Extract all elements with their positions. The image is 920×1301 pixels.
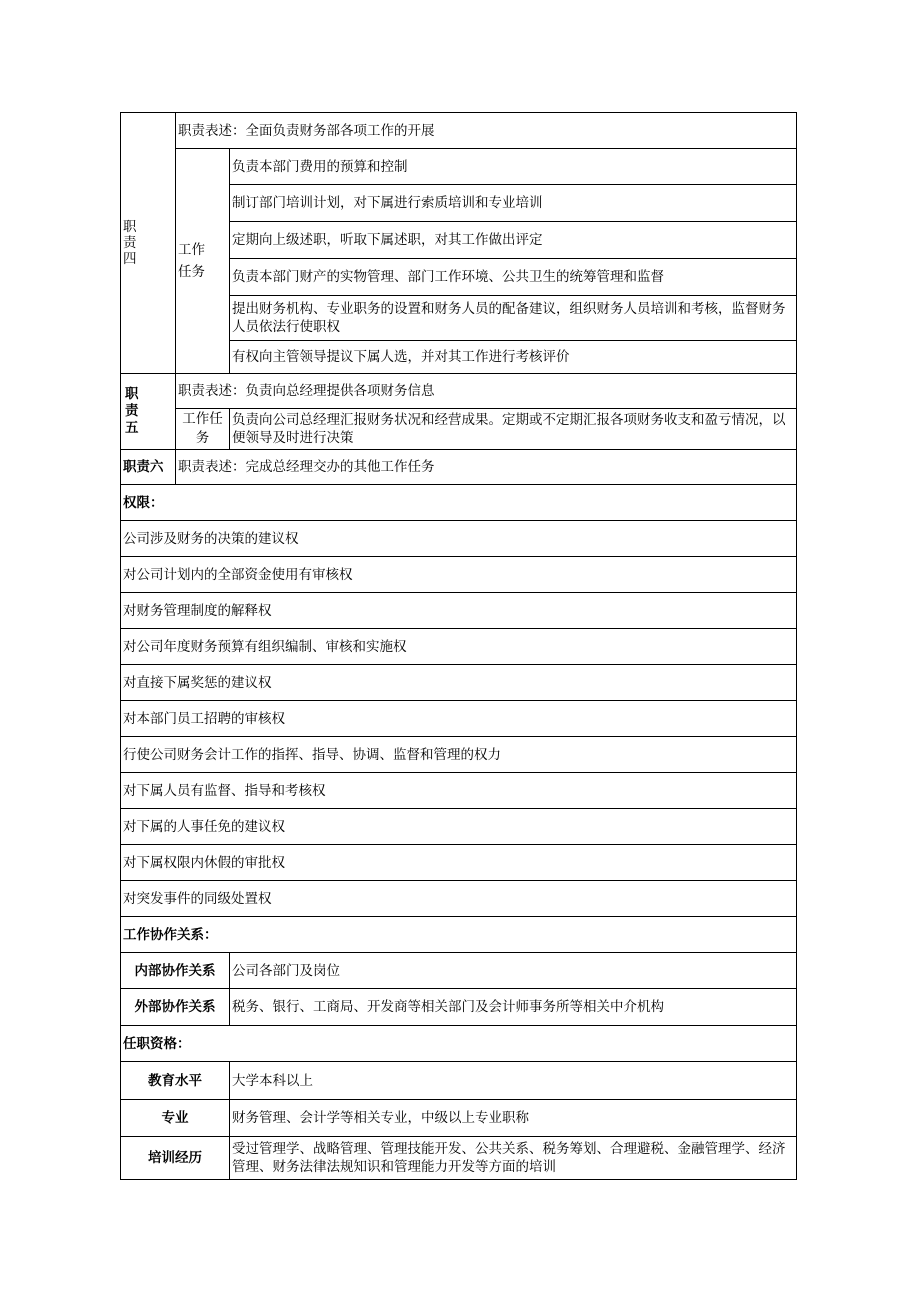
duty4-task-row — [121, 149, 797, 185]
duty4-task: 负责本部门财产的实物管理、部门工作环境、公共卫生的统筹管理和监督 — [230, 259, 797, 296]
authority-row — [121, 701, 797, 737]
collaboration-value: 公司各部门及岗位 — [230, 953, 797, 989]
duty4-task: 制订部门培训计划，对下属进行索质培训和专业培训 — [230, 185, 797, 222]
duty5-label: 职责五 — [121, 374, 176, 450]
authority-row — [121, 881, 797, 917]
duty5-task-label: 工作任务 — [176, 409, 230, 450]
duty4-summary-row — [121, 113, 797, 149]
authority-item: 对突发事件的同级处置权 — [121, 881, 797, 917]
collaboration-row — [121, 953, 797, 989]
authority-row — [121, 665, 797, 701]
collaboration-row — [121, 989, 797, 1026]
authority-item: 公司涉及财务的决策的建议权 — [121, 521, 797, 557]
duty5-task-row — [121, 409, 797, 450]
authority-row — [121, 845, 797, 881]
qualification-label: 专业 — [121, 1100, 230, 1137]
duty5-summary-row — [121, 374, 797, 409]
qualification-label: 教育水平 — [121, 1062, 230, 1100]
duty6-summary: 职责表述：完成总经理交办的其他工作任务 — [176, 450, 797, 485]
duty6-row — [121, 450, 797, 485]
authority-item: 对下属的人事任免的建议权 — [121, 809, 797, 845]
qualification-row — [121, 1100, 797, 1137]
duty4-task: 定期向上级述职，听取下属述职，对其工作做出评定 — [230, 222, 797, 259]
authority-row — [121, 773, 797, 809]
collaboration-label: 内部协作关系 — [121, 953, 230, 989]
collaboration-label: 外部协作关系 — [121, 989, 230, 1026]
authority-heading: 权限： — [121, 485, 797, 521]
authority-item: 对本部门员工招聘的审核权 — [121, 701, 797, 737]
duty4-summary: 职责表述：全面负责财务部各项工作的开展 — [176, 113, 797, 149]
qualification-label: 培训经历 — [121, 1137, 230, 1180]
authority-item: 对下属人员有监督、指导和考核权 — [121, 773, 797, 809]
authority-item: 对下属权限内休假的审批权 — [121, 845, 797, 881]
duty4-task: 负责本部门费用的预算和控制 — [230, 149, 797, 185]
duty4-task-label: 工作任务 — [176, 149, 230, 374]
qualification-heading-row — [121, 1026, 797, 1062]
qualification-value: 受过管理学、战略管理、管理技能开发、公共关系、税务筹划、合理避税、金融管理学、经济管理、财务法律法规知识和管理能力开发等方面的培训 — [230, 1137, 797, 1180]
authority-row — [121, 593, 797, 629]
authority-row — [121, 629, 797, 665]
qualification-heading: 任职资格： — [121, 1026, 797, 1062]
authority-row — [121, 521, 797, 557]
authority-row — [121, 737, 797, 773]
authority-item: 对直接下属奖惩的建议权 — [121, 665, 797, 701]
collaboration-value: 税务、银行、工商局、开发商等相关部门及会计师事务所等相关中介机构 — [230, 989, 797, 1026]
duty5-summary: 职责表述：负责向总经理提供各项财务信息 — [176, 374, 797, 409]
duty4-task: 提出财务机构、专业职务的设置和财务人员的配备建议，组织财务人员培训和考核，监督财务人员依法行使职权 — [230, 296, 797, 341]
qualification-value: 大学本科以上 — [230, 1062, 797, 1100]
collaboration-heading-row — [121, 917, 797, 953]
authority-row — [121, 809, 797, 845]
collaboration-heading: 工作协作关系： — [121, 917, 797, 953]
authority-heading-row — [121, 485, 797, 521]
qualification-row — [121, 1062, 797, 1100]
authority-item: 对公司年度财务预算有组织编制、审核和实施权 — [121, 629, 797, 665]
authority-item: 行使公司财务会计工作的指挥、指导、协调、监督和管理的权力 — [121, 737, 797, 773]
job-description-table — [120, 112, 797, 1180]
authority-item: 对公司计划内的全部资金使用有审核权 — [121, 557, 797, 593]
qualification-value: 财务管理、会计学等相关专业，中级以上专业职称 — [230, 1100, 797, 1137]
authority-row — [121, 557, 797, 593]
authority-item: 对财务管理制度的解释权 — [121, 593, 797, 629]
duty6-label: 职责六 — [121, 450, 176, 485]
duty5-task: 负责向公司总经理汇报财务状况和经营成果。定期或不定期汇报各项财务收支和盈亏情况，以便领导及时进行决策 — [230, 409, 797, 450]
qualification-row — [121, 1137, 797, 1180]
duty4-task: 有权向主管领导提议下属人选，并对其工作进行考核评价 — [230, 341, 797, 374]
duty4-label: 职责四 — [121, 113, 176, 374]
